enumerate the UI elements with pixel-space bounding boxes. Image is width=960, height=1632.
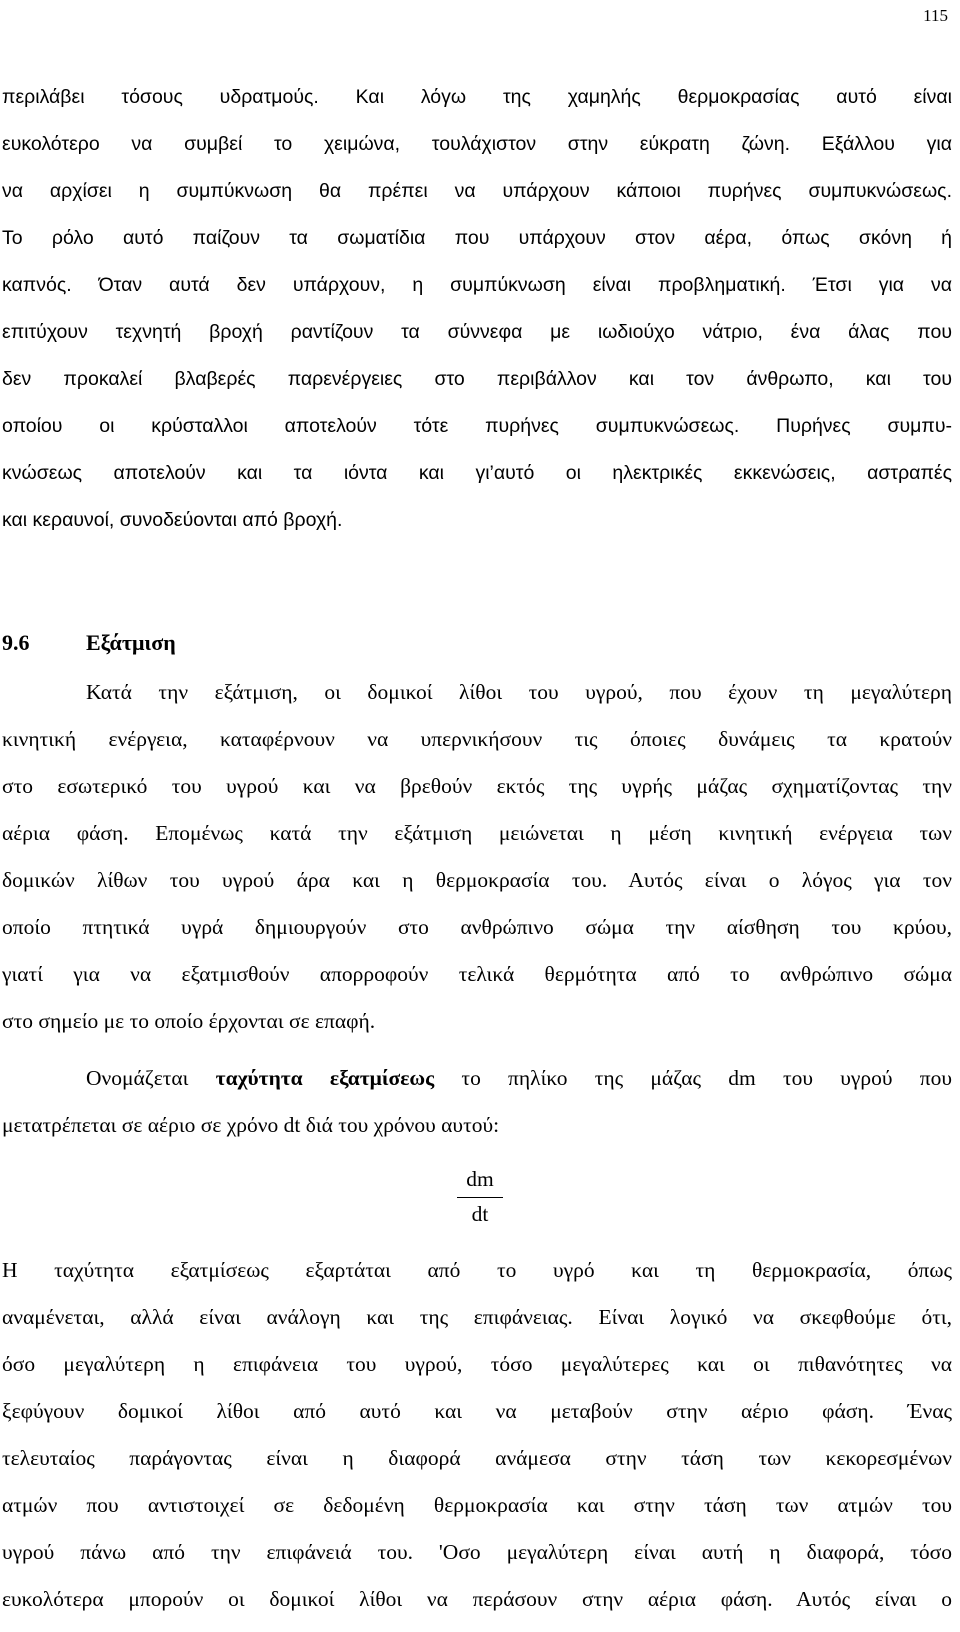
paragraph-4-line: ευκολότερα μπορούν οι δομικοί λίθοι να περάσουν στην αέρια φάση. Αυτός είναι ο <box>2 1587 952 1611</box>
formula-fraction <box>455 1165 505 1228</box>
paragraph-4-line: τελευταίος παράγοντας είναι η διαφορά ανάμεσα στην τάση των κεκορεσμένων <box>2 1446 952 1470</box>
paragraph-1-line: ευκολότερο να συμβεί το χειμώνα, τουλάχιστον στην εύκρατη ζώνη. Εξάλλου για <box>2 133 952 155</box>
fraction-bar <box>457 1197 503 1198</box>
defined-term: ταχύτητα εξατμίσεως <box>215 1066 435 1090</box>
paragraph-2-line: κινητική ενέργεια, καταφέρνουν να υπερνικήσουν τις όποιες δυνάμεις τα κρατούν <box>2 727 952 751</box>
paragraph-4-line: Η ταχύτητα εξατμίσεως εξαρτάται από το υγρό και τη θερμοκρασία, όπως <box>2 1258 952 1282</box>
paragraph-2-line: στο εσωτερικό του υγρού και να βρεθούν εκτός της υγρής μάζας σχηματίζοντας την <box>2 774 952 798</box>
page-number: 115 <box>923 6 948 25</box>
paragraph-2-line: στο σημείο με το οποίο έρχονται σε επαφή. <box>2 1009 376 1033</box>
section-number: 9.6 <box>2 630 30 655</box>
paragraph-4-line: όσο μεγαλύτερη η επιφάνεια του υγρού, τόσο μεγαλύτερες και οι πιθανότητες να <box>2 1352 952 1376</box>
section-title: Εξάτμιση <box>86 630 176 655</box>
paragraph-1-line: επιτύχουν τεχνητή βροχή ραντίζουν τα σύννεφα με ιωδιούχο νάτριο, ένα άλας που <box>2 321 952 343</box>
paragraph-3-line <box>2 1063 952 1093</box>
text-segment: το πηλίκο της μάζας dm του υγρού που <box>434 1066 952 1090</box>
paragraph-1-line: Το ρόλο αυτό παίζουν τα σωματίδια που υπάρχουν στον αέρα, όπως σκόνη ή <box>2 227 952 249</box>
paragraph-4-line: υγρού πάνω από την επιφάνειά του. 'Οσο μεγαλύτερη είναι αυτή η διαφορά, τόσο <box>2 1540 952 1564</box>
formula-numerator: dm <box>466 1167 494 1191</box>
paragraph-1-line: κνώσεως αποτελούν και τα ιόντα και γι’αυτό οι ηλεκτρικές εκκενώσεις, αστραπές <box>2 462 952 484</box>
text-segment: Ονομάζεται <box>86 1066 216 1090</box>
paragraph-2-line: γιατί για να εξατμισθούν απορροφούν τελικά θερμότητα από το ανθρώπινο σώμα <box>2 962 952 986</box>
paragraph-4-line: ατμών που αντιστοιχεί σε δεδομένη θερμοκρασία και στην τάση των ατμών του <box>2 1493 952 1517</box>
paragraph-2-line: δομικών λίθων του υγρού άρα και η θερμοκρασία του. Αυτός είναι ο λόγος για τον <box>2 868 952 892</box>
paragraph-2-line: Κατά την εξάτμιση, οι δομικοί λίθοι του υγρού, που έχουν τη μεγαλύτερη <box>86 680 952 704</box>
paragraph-1-line: καπνός. Όταν αυτά δεν υπάρχουν, η συμπύκνωση είναι προβληματική. Έτσι για να <box>2 274 952 296</box>
paragraph-1-line: δεν προκαλεί βλαβερές παρενέργειες στο περιβάλλον και τον άνθρωπο, και του <box>2 368 952 390</box>
paragraph-1-line: περιλάβει τόσους υδρατμούς. Και λόγω της χαμηλής θερμοκρασίας αυτό είναι <box>2 86 952 108</box>
formula-denominator: dt <box>471 1202 489 1226</box>
paragraph-2-line: αέρια φάση. Επομένως κατά την εξάτμιση μειώνεται η μέση κινητική ενέργεια των <box>2 821 952 845</box>
paragraph-1-line: και κεραυνοί, συνοδεύονται από βροχή. <box>2 509 343 531</box>
section-heading <box>2 628 176 658</box>
paragraph-4-line: αναμένεται, αλλά είναι ανάλογη και της επιφάνειας. Είναι λογικό να σκεφθούμε ότι, <box>2 1305 952 1329</box>
paragraph-3-line: μετατρέπεται σε αέριο σε χρόνο dt διά του χρόνου αυτού: <box>2 1113 500 1137</box>
paragraph-4-line: ξεφύγουν δομικοί λίθοι από αυτό και να μεταβούν στην αέριο φάση. Ένας <box>2 1399 952 1423</box>
paragraph-2-line: οποίο πτητικά υγρά δημιουργούν στο ανθρώπινο σώμα την αίσθηση του κρύου, <box>2 915 952 939</box>
paragraph-1-line: οποίου οι κρύσταλλοι αποτελούν τότε πυρήνες συμπυκνώσεως. Πυρήνες συμπυ- <box>2 415 952 437</box>
paragraph-1-line: να αρχίσει η συμπύκνωση θα πρέπει να υπάρχουν κάποιοι πυρήνες συμπυκνώσεως. <box>2 180 952 202</box>
